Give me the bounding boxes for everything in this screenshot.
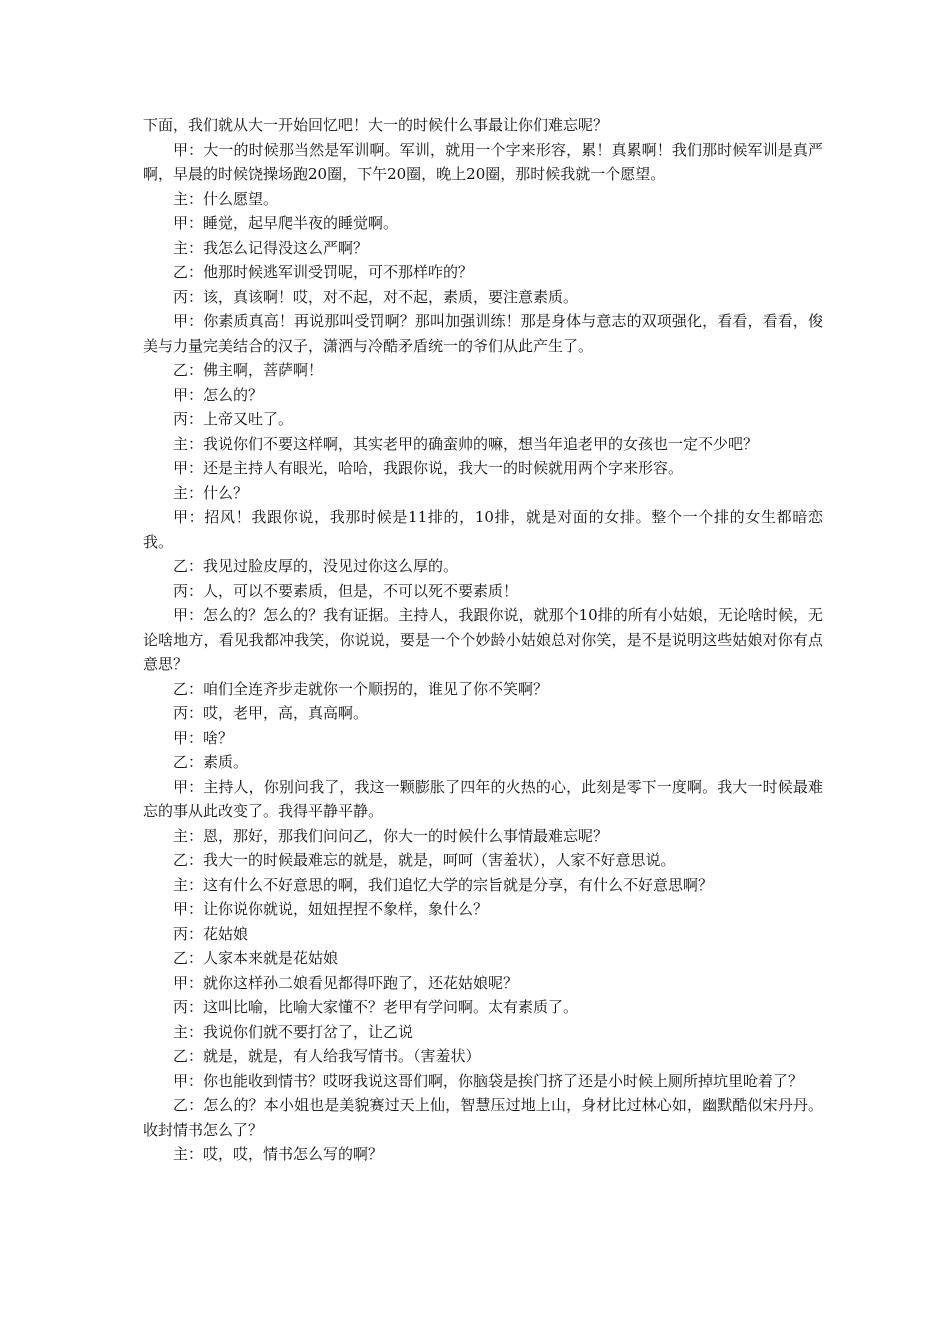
dialogue-paragraph: 主：我怎么记得没这么严啊？ — [173, 238, 369, 257]
dialogue-paragraph: 丙：这叫比喻，比喻大家懂不？老甲有学问啊。太有素质了。 — [173, 998, 579, 1016]
dialogue-paragraph: 下面，我们就从大一开始回忆吧！大一的时候什么事最让你们难忘呢？ — [143, 116, 609, 134]
dialogue-paragraph: 主：我说你们不要这样啊，其实老甲的确蛮帅的嘛，想当年追老甲的女孩也一定不少吧？ — [173, 434, 759, 453]
dialogue-paragraph: 甲：还是主持人有眼光，哈哈，我跟你说，我大一的时候就用两个字来形容。 — [173, 459, 684, 477]
dialogue-paragraph: 主：什么愿望。 — [173, 189, 279, 208]
dialogue-paragraph: 乙：佛主啊，菩萨啊！ — [173, 361, 324, 379]
dialogue-paragraph: 丙：上帝又吐了。 — [173, 410, 294, 428]
dialogue-paragraph: 主：恩，那好，那我们问问乙，你大一的时候什么事情最难忘呢？ — [173, 826, 609, 845]
dialogue-paragraph: 甲：你也能收到情书？哎呀我说这哥们啊，你脑袋是挨门挤了还是小时候上厕所掉坑里呛着了？ — [173, 1071, 804, 1090]
dialogue-paragraph: 乙：我见过脸皮厚的，没见过你这么厚的。 — [173, 557, 459, 575]
dialogue-paragraph: 甲：你素质真高！再说那叫受罚啊？那叫加强训练！那是身体与意志的双项强化，看看，看看，俊美与力量完美结合的汉子，潇洒与冷酷矛盾统一的爷们从此产生了。 — [143, 312, 823, 355]
dialogue-paragraph: 丙：哎，老甲，高，真高啊。 — [173, 704, 369, 722]
dialogue-paragraph: 甲：主持人，你别问我了，我这一颗膨胀了四年的火热的心，此刻是零下一度啊。我大一时候最难忘的事从此改变了。我得平静平静。 — [143, 777, 823, 820]
dialogue-paragraph: 甲：怎么的？怎么的？我有证据。主持人，我跟你说，就那个10排的所有小姑娘，无论啥时候，无论啥地方，看见我都冲我笑，你说说，要是一个个妙龄小姑娘总对你笑，是不是说明这些姑娘对你有点意思？ — [143, 606, 823, 673]
dialogue-paragraph: 丙：人，可以不要素质，但是，不可以死不要素质！ — [173, 581, 519, 600]
dialogue-paragraph: 甲：招风！我跟你说，我那时候是11排的，10排，就是对面的女排。整个一个排的女生都暗恋我。 — [143, 508, 823, 551]
dialogue-paragraph: 主：哎，哎，情书怎么写的啊？ — [173, 1145, 384, 1163]
dialogue-paragraph: 甲：让你说你就说，妞妞捏捏不象样，象什么？ — [173, 900, 489, 918]
dialogue-paragraph: 甲：怎么的？ — [173, 385, 264, 404]
dialogue-paragraph: 乙：素质。 — [173, 753, 249, 771]
dialogue-paragraph: 乙：他那时候逃军训受罚呢，可不那样咋的？ — [173, 263, 474, 281]
dialogue-paragraph: 主：什么？ — [173, 483, 249, 502]
dialogue-paragraph: 主：我说你们就不要打岔了，让乙说 — [173, 1022, 414, 1041]
dialogue-paragraph: 乙：怎么的？本小姐也是美貌赛过天上仙，智慧压过地上山，身材比过林心如，幽默酷似宋丹丹。收封情书怎么了？ — [143, 1096, 823, 1139]
dialogue-paragraph: 甲：啥？ — [173, 728, 234, 747]
dialogue-paragraph: 甲：就你这样孙二娘看见都得吓跑了，还花姑娘呢？ — [173, 973, 519, 992]
dialogue-paragraph: 甲：大一的时候那当然是军训啊。军训，就用一个字来形容，累！真累啊！我们那时候军训是真严啊，早晨的时候饶操场跑20圈，下午20圈，晚上20圈，那时候我就一个愿望。 — [143, 140, 823, 183]
document-page — [143, 113, 823, 1167]
dialogue-paragraph: 丙：该，真该啊！哎，对不起，对不起，素质，要注意素质。 — [173, 287, 579, 306]
dialogue-paragraph: 乙：人家本来就是花姑娘 — [173, 949, 339, 967]
dialogue-paragraph: 乙：咱们全连齐步走就你一个顺拐的，谁见了你不笑啊？ — [173, 679, 549, 698]
dialogue-paragraph: 主：这有什么不好意思的啊，我们追忆大学的宗旨就是分享，有什么不好意思啊？ — [173, 875, 714, 894]
dialogue-paragraph: 乙：我大一的时候最难忘的就是，就是，呵呵（害羞状），人家不好意思说。 — [173, 851, 676, 869]
dialogue-paragraph: 丙：花姑娘 — [173, 924, 249, 943]
dialogue-paragraph: 乙：就是，就是，有人给我写情书。（害羞状） — [173, 1047, 481, 1065]
dialogue-paragraph: 甲：睡觉，起早爬半夜的睡觉啊。 — [173, 214, 399, 232]
